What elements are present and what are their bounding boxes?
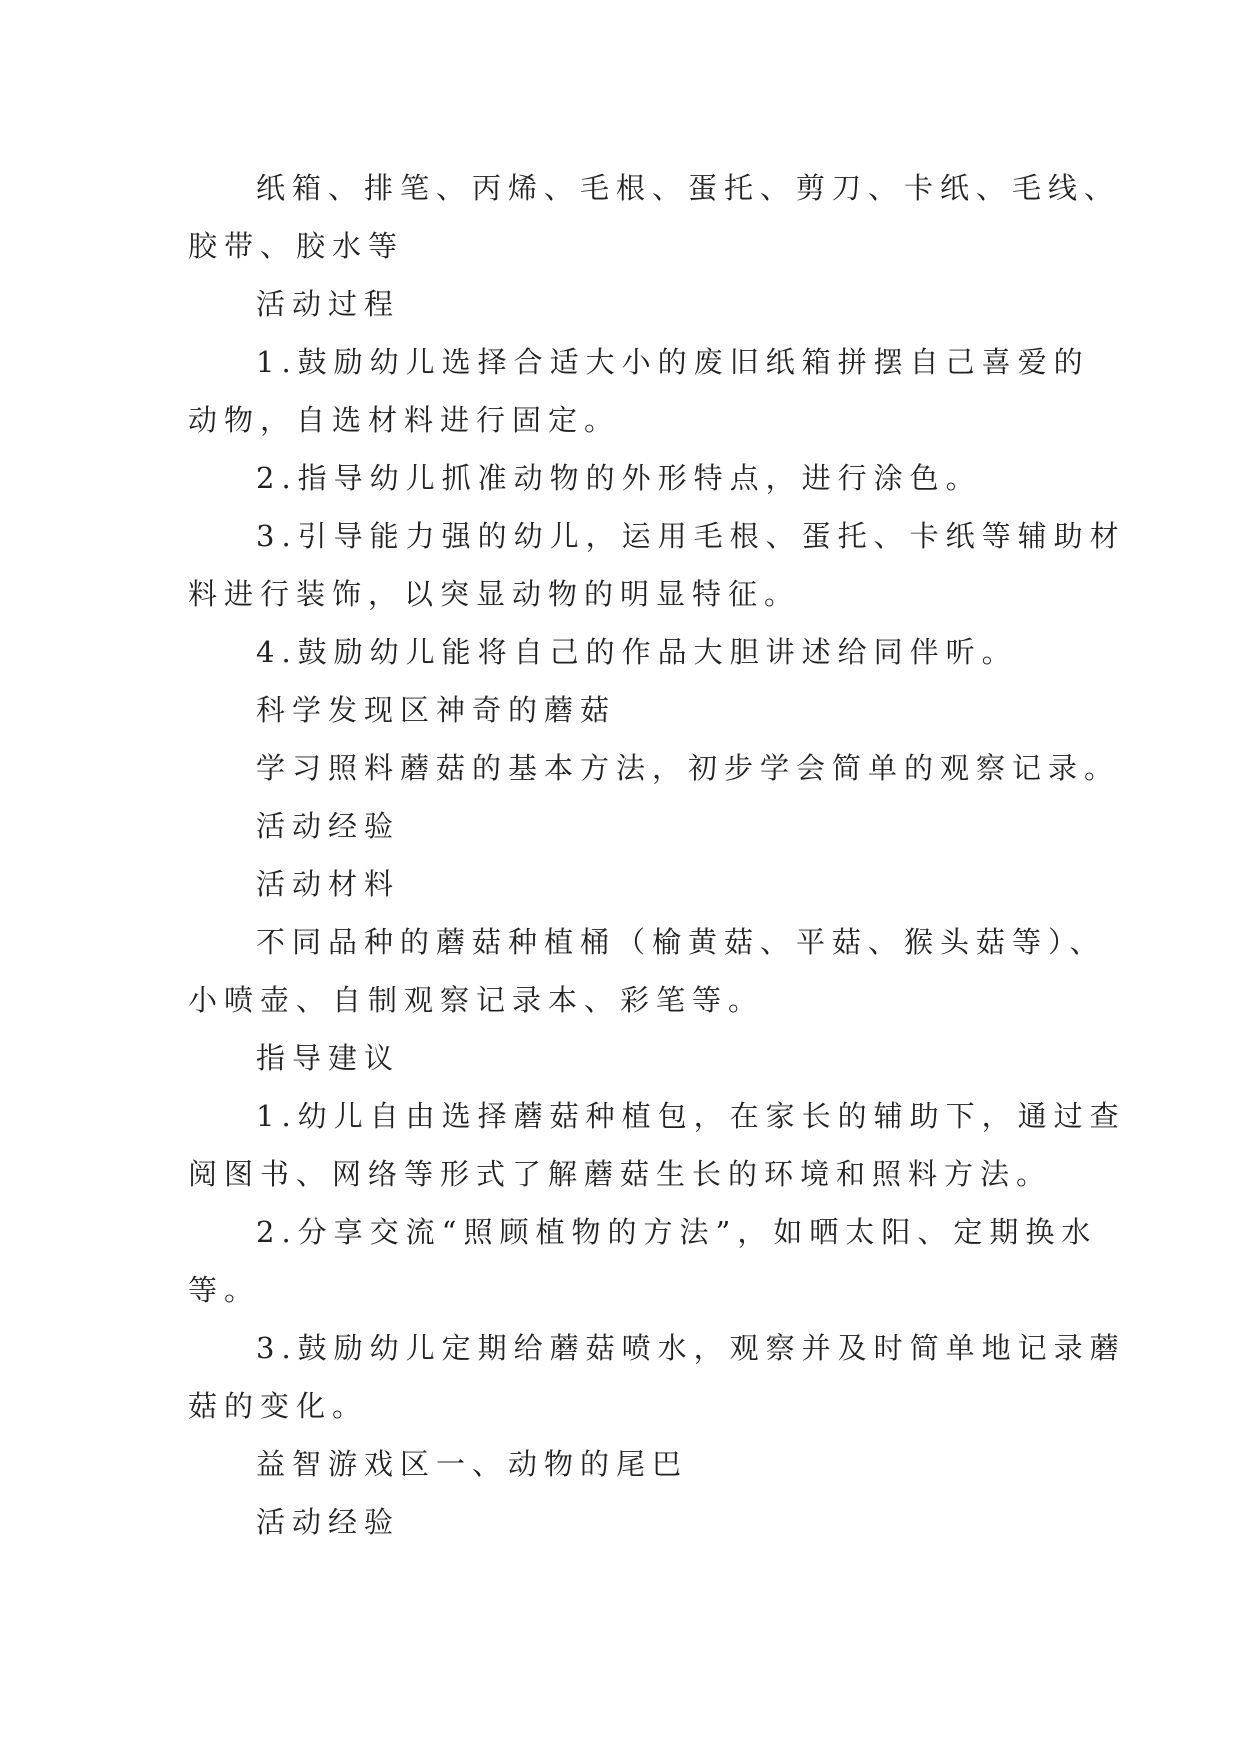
step-3-line-2: 料进行装饰，以突显动物的明显特征。 [188,577,801,611]
paragraph-materials-line-2: 胶带、胶水等 [188,229,405,263]
guidance-1-line-2: 阅图书、网络等形式了解蘑菇生长的环境和照料方法。 [188,1157,1053,1191]
guidance-2-line-1: 2.分享交流“照顾植物的方法”，如晒太阳、定期换水 [256,1215,1098,1249]
materials-line-2: 小喷壶、自制观察记录本、彩笔等。 [188,983,765,1017]
step-4: 4.鼓励幼儿能将自己的作品大胆讲述给同伴听。 [256,635,1018,669]
step-2: 2.指导幼儿抓准动物的外形特点，进行涂色。 [256,461,982,495]
paragraph-materials-line-1: 纸箱、排笔、丙烯、毛根、蛋托、剪刀、卡纸、毛线、 [256,171,1121,205]
heading-activity-experience: 活动经验 [256,809,401,843]
heading-activity-experience-2: 活动经验 [256,1505,401,1539]
step-3-line-1: 3.引导能力强的幼儿，运用毛根、蛋托、卡纸等辅助材 [256,519,1126,553]
guidance-1-line-1: 1.幼儿自由选择蘑菇种植包，在家长的辅助下，通过查 [256,1099,1126,1133]
step-1-line-2: 动物，自选材料进行固定。 [188,403,621,437]
guidance-2-line-2: 等。 [188,1273,261,1307]
heading-activity-process: 活动过程 [256,287,401,321]
guidance-3-line-2: 菇的变化。 [188,1389,369,1423]
heading-science-area: 科学发现区神奇的蘑菇 [256,693,617,727]
science-goal: 学习照料蘑菇的基本方法，初步学会简单的观察记录。 [256,751,1121,785]
step-1-line-1: 1.鼓励幼儿选择合适大小的废旧纸箱拼摆自己喜爱的 [256,345,1090,379]
heading-guidance: 指导建议 [256,1041,401,1075]
guidance-3-line-1: 3.鼓励幼儿定期给蘑菇喷水，观察并及时简单地记录蘑 [256,1331,1126,1365]
materials-line-1: 不同品种的蘑菇种植桶（榆黄菇、平菇、猴头菇等）、 [256,925,1106,959]
heading-puzzle-area: 益智游戏区一、动物的尾巴 [256,1447,689,1481]
heading-activity-materials: 活动材料 [256,867,401,901]
